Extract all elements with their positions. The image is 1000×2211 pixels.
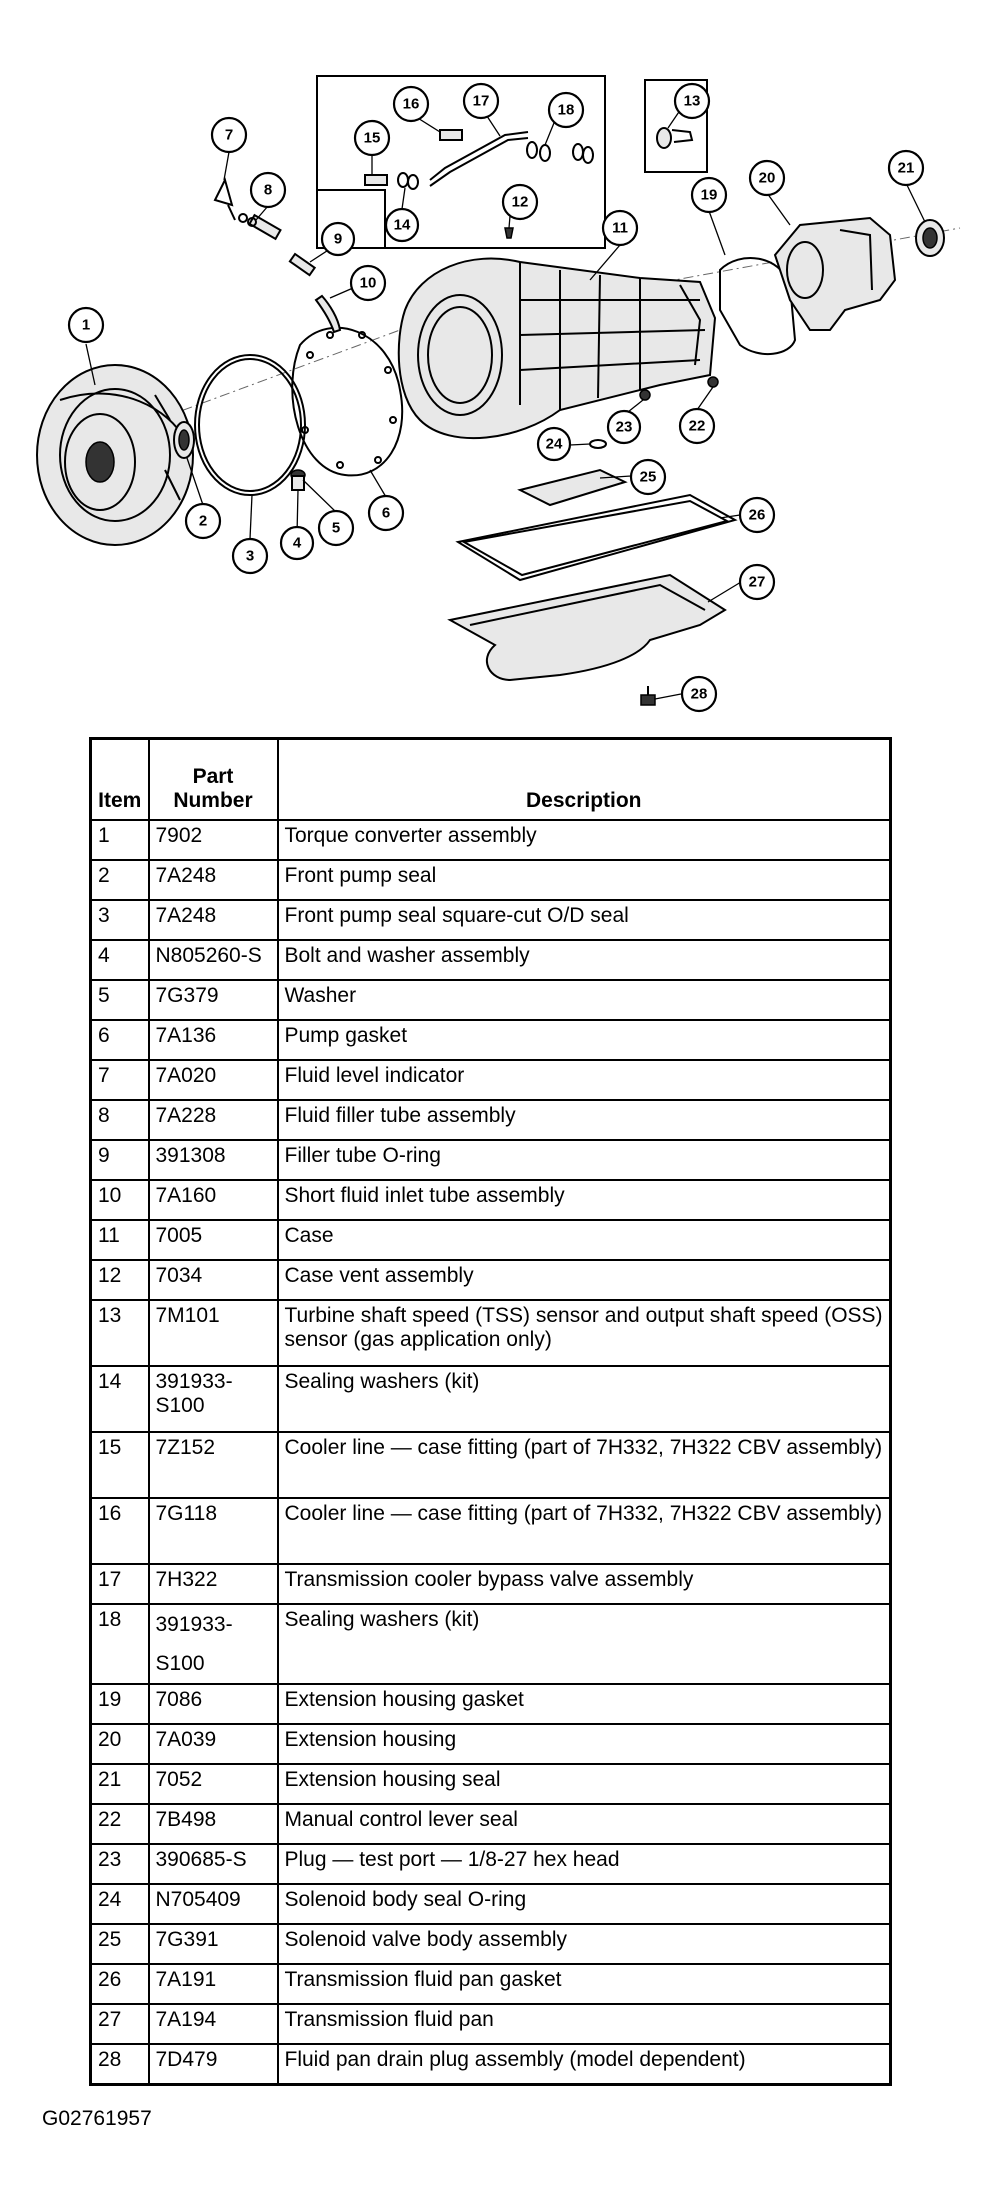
callout-18	[549, 93, 583, 127]
svg-text:10: 10	[359, 274, 377, 292]
description-cell: Fluid level indicator	[278, 1060, 891, 1100]
item-cell: 21	[91, 1764, 149, 1804]
part-number-cell: 7902	[149, 820, 278, 860]
table-row	[91, 1604, 891, 1684]
part-number-cell: 7G118	[149, 1498, 278, 1564]
table-row	[91, 2004, 891, 2044]
case-vent-drawing	[505, 228, 513, 238]
svg-text:8: 8	[263, 181, 273, 199]
part-number-cell: N705409	[149, 1884, 278, 1924]
header-part-number	[149, 739, 278, 821]
square-cut-seal-drawing	[195, 355, 305, 495]
callout-17	[464, 84, 498, 118]
item-cell: 28	[91, 2044, 149, 2085]
description-cell: Cooler line — case fitting (part of 7H332, 7H322 CBV assembly)	[278, 1432, 891, 1498]
svg-text:15: 15	[363, 129, 381, 147]
part-number-cell: 7A039	[149, 1724, 278, 1764]
table-row	[91, 1764, 891, 1804]
table-row	[91, 1300, 891, 1366]
svg-text:23: 23	[615, 418, 633, 436]
part-number-cell: 7034	[149, 1260, 278, 1300]
item-cell: 12	[91, 1260, 149, 1300]
svg-text:1: 1	[81, 316, 91, 334]
part-number-cell: 391308	[149, 1140, 278, 1180]
part-number-cell: 7M101	[149, 1300, 278, 1366]
callout-2	[186, 504, 220, 538]
description-cell: Front pump seal	[278, 860, 891, 900]
manual-lever-seal-drawing	[708, 377, 718, 387]
svg-text:9: 9	[333, 230, 343, 248]
item-cell: 8	[91, 1100, 149, 1140]
item-cell: 20	[91, 1724, 149, 1764]
callout-27	[740, 565, 774, 599]
part-number-cell: 7052	[149, 1764, 278, 1804]
filler-tube-o-ring-drawing	[290, 254, 315, 275]
description-cell: Turbine shaft speed (TSS) sensor and output shaft speed (OSS) sensor (gas application only)	[278, 1300, 891, 1366]
svg-text:5: 5	[331, 519, 341, 537]
callout-28	[682, 677, 716, 711]
callout-13	[675, 84, 709, 118]
item-cell: 23	[91, 1844, 149, 1884]
front-pump-seal-drawing	[174, 422, 194, 458]
item-cell: 25	[91, 1924, 149, 1964]
description-cell: Extension housing seal	[278, 1764, 891, 1804]
part-number-cell: 391933-S100	[149, 1604, 278, 1684]
table-row	[91, 1964, 891, 2004]
part-number-cell: 7A228	[149, 1100, 278, 1140]
fluid-level-indicator-drawing	[215, 180, 235, 220]
parts-table	[89, 737, 892, 2086]
description-cell: Solenoid body seal O-ring	[278, 1884, 891, 1924]
item-cell: 15	[91, 1432, 149, 1498]
speed-sensor-drawing	[657, 128, 692, 148]
item-cell: 19	[91, 1684, 149, 1724]
table-row	[91, 1564, 891, 1604]
item-cell: 5	[91, 980, 149, 1020]
callout-11	[603, 211, 637, 245]
table-row	[91, 1220, 891, 1260]
callout-8	[251, 173, 285, 207]
description-cell: Solenoid valve body assembly	[278, 1924, 891, 1964]
callout-21	[889, 151, 923, 185]
description-cell: Extension housing	[278, 1724, 891, 1764]
part-number-cell: 7A248	[149, 900, 278, 940]
table-row	[91, 1724, 891, 1764]
header-item: Item	[91, 739, 149, 821]
svg-text:28: 28	[690, 685, 708, 703]
table-row	[91, 1020, 891, 1060]
part-number-cell: 7G379	[149, 980, 278, 1020]
svg-text:25: 25	[639, 468, 657, 486]
part-number-cell: 7A020	[149, 1060, 278, 1100]
parts-table-header	[91, 739, 891, 821]
table-row	[91, 1100, 891, 1140]
svg-text:22: 22	[688, 417, 706, 435]
description-cell: Transmission fluid pan gasket	[278, 1964, 891, 2004]
item-cell: 24	[91, 1884, 149, 1924]
part-number-cell: 7A136	[149, 1020, 278, 1060]
table-row	[91, 940, 891, 980]
description-cell: Manual control lever seal	[278, 1804, 891, 1844]
description-cell: Washer	[278, 980, 891, 1020]
part-number-cell: 7086	[149, 1684, 278, 1724]
svg-text:17: 17	[472, 92, 490, 110]
exploded-view-diagram	[0, 0, 1000, 720]
table-row	[91, 1140, 891, 1180]
callout-4	[281, 527, 313, 559]
part-number-cell: 7Z152	[149, 1432, 278, 1498]
description-cell: Sealing washers (kit)	[278, 1366, 891, 1432]
item-cell: 9	[91, 1140, 149, 1180]
description-cell: Bolt and washer assembly	[278, 940, 891, 980]
table-row	[91, 980, 891, 1020]
part-number-cell: N805260-S	[149, 940, 278, 980]
svg-text:3: 3	[245, 547, 255, 565]
description-cell: Transmission cooler bypass valve assembly	[278, 1564, 891, 1604]
description-cell: Transmission fluid pan	[278, 2004, 891, 2044]
solenoid-valve-body-drawing	[520, 470, 625, 505]
description-cell: Front pump seal square-cut O/D seal	[278, 900, 891, 940]
table-row	[91, 1366, 891, 1432]
svg-text:4: 4	[292, 534, 302, 552]
item-cell: 13	[91, 1300, 149, 1366]
parts-table-body	[91, 820, 891, 2085]
bolt-washer-drawing	[291, 470, 305, 490]
callout-22	[680, 409, 714, 443]
svg-text:6: 6	[381, 504, 391, 522]
item-cell: 18	[91, 1604, 149, 1684]
item-cell: 26	[91, 1964, 149, 2004]
solenoid-o-ring-drawing	[590, 440, 606, 448]
callout-15	[355, 121, 389, 155]
torque-converter-drawing	[37, 365, 193, 545]
table-row	[91, 820, 891, 860]
callout-6	[369, 496, 403, 530]
table-row	[91, 1260, 891, 1300]
short-inlet-tube-drawing	[316, 296, 340, 332]
part-number-cell: 7D479	[149, 2044, 278, 2085]
description-cell: Case vent assembly	[278, 1260, 891, 1300]
part-number-cell: 7A191	[149, 1964, 278, 2004]
item-cell: 7	[91, 1060, 149, 1100]
drain-plug-drawing	[641, 686, 655, 705]
svg-text:21: 21	[897, 159, 915, 177]
part-number-cell: 7A194	[149, 2004, 278, 2044]
header-part-line2: Number	[173, 789, 253, 812]
svg-text:13: 13	[683, 92, 701, 110]
description-cell: Fluid pan drain plug assembly (model dependent)	[278, 2044, 891, 2085]
item-cell: 11	[91, 1220, 149, 1260]
header-part-line1: Part	[192, 765, 234, 788]
item-cell: 16	[91, 1498, 149, 1564]
item-cell: 6	[91, 1020, 149, 1060]
callout-26	[740, 498, 774, 532]
part-number-cell: 7A248	[149, 860, 278, 900]
callout-24	[538, 428, 570, 460]
table-row	[91, 1684, 891, 1724]
description-cell: Filler tube O-ring	[278, 1140, 891, 1180]
table-row	[91, 1060, 891, 1100]
description-cell: Fluid filler tube assembly	[278, 1100, 891, 1140]
svg-text:12: 12	[511, 193, 529, 211]
description-cell: Extension housing gasket	[278, 1684, 891, 1724]
table-row	[91, 1884, 891, 1924]
item-cell: 27	[91, 2004, 149, 2044]
callout-16	[394, 87, 428, 121]
filler-tube-drawing	[239, 214, 280, 239]
item-cell: 10	[91, 1180, 149, 1220]
table-row	[91, 1180, 891, 1220]
svg-text:20: 20	[758, 169, 776, 187]
figure-id: G02761957	[42, 2107, 152, 2130]
fluid-pan-drawing	[450, 575, 725, 680]
header-description: Description	[278, 739, 891, 821]
svg-text:18: 18	[557, 101, 575, 119]
part-number-cell: 7H322	[149, 1564, 278, 1604]
callout-19	[692, 178, 726, 212]
part-number-cell: 391933-S100	[149, 1366, 278, 1432]
item-cell: 3	[91, 900, 149, 940]
svg-text:16: 16	[402, 95, 420, 113]
description-cell: Pump gasket	[278, 1020, 891, 1060]
svg-text:19: 19	[700, 186, 718, 204]
description-cell: Torque converter assembly	[278, 820, 891, 860]
item-cell: 17	[91, 1564, 149, 1604]
item-cell: 2	[91, 860, 149, 900]
callout-23	[608, 411, 640, 443]
transmission-case-drawing	[399, 259, 715, 439]
cooler-line-fittings-drawing	[365, 130, 593, 189]
callout-3	[233, 539, 267, 573]
callout-10	[351, 266, 385, 300]
callout-25	[631, 460, 665, 494]
part-number-cell: 7B498	[149, 1804, 278, 1844]
table-row	[91, 1804, 891, 1844]
table-row	[91, 2044, 891, 2085]
item-cell: 4	[91, 940, 149, 980]
callout-12	[503, 185, 537, 219]
callout-1	[69, 308, 103, 342]
pan-gasket-drawing	[458, 495, 735, 580]
svg-text:26: 26	[748, 506, 766, 524]
table-row	[91, 900, 891, 940]
item-cell: 14	[91, 1366, 149, 1432]
table-row	[91, 1498, 891, 1564]
svg-text:7: 7	[224, 126, 234, 144]
item-cell: 1	[91, 820, 149, 860]
svg-text:2: 2	[198, 512, 208, 530]
description-cell: Short fluid inlet tube assembly	[278, 1180, 891, 1220]
callout-5	[319, 511, 353, 545]
svg-text:14: 14	[393, 216, 411, 234]
callout-20	[750, 161, 784, 195]
svg-text:11: 11	[612, 219, 628, 237]
description-cell: Cooler line — case fitting (part of 7H332, 7H322 CBV assembly)	[278, 1498, 891, 1564]
part-number-cell: 7G391	[149, 1924, 278, 1964]
svg-text:27: 27	[748, 573, 766, 591]
table-row	[91, 1844, 891, 1884]
callout-14	[386, 209, 418, 241]
table-row	[91, 860, 891, 900]
callout-9	[322, 223, 354, 255]
table-row	[91, 1432, 891, 1498]
table-row	[91, 1924, 891, 1964]
test-port-plug-drawing	[640, 390, 650, 400]
part-number-cell: 7A160	[149, 1180, 278, 1220]
extension-housing-seal-drawing	[916, 220, 944, 256]
part-number-cell: 390685-S	[149, 1844, 278, 1884]
svg-text:24: 24	[545, 435, 563, 453]
part-number-cell: 7005	[149, 1220, 278, 1260]
description-cell: Sealing washers (kit)	[278, 1604, 891, 1684]
description-cell: Case	[278, 1220, 891, 1260]
description-cell: Plug — test port — 1/8-27 hex head	[278, 1844, 891, 1884]
callout-7	[212, 118, 246, 152]
item-cell: 22	[91, 1804, 149, 1844]
